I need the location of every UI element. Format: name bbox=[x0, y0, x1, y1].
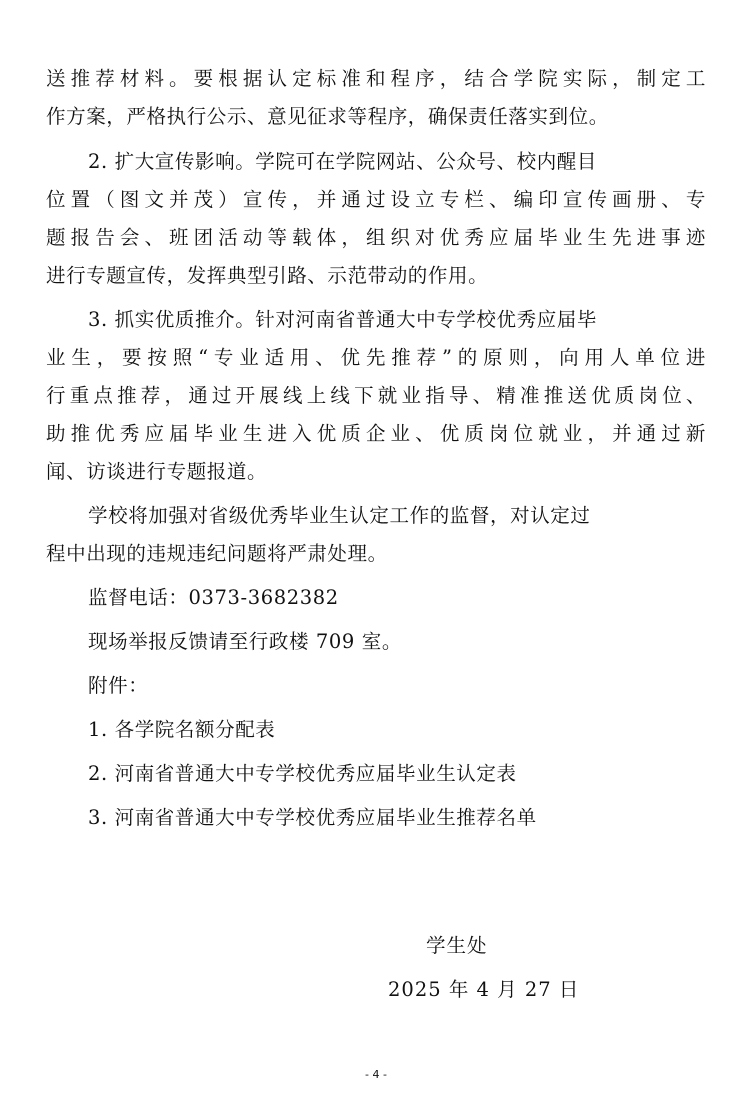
paragraph-1-line-1: 送推荐材料。要根据认定标准和程序，结合学院实际，制定工 bbox=[46, 67, 706, 90]
paragraph-4-line-2: 程中出现的违规违纪问题将严肃处理。 bbox=[46, 542, 388, 565]
paragraph-3-line-1: 3. 抓实优质推介。针对河南省普通大中专学校优秀应届毕 bbox=[88, 308, 598, 331]
paragraph-1-line-2: 作方案，严格执行公示、意见征求等程序，确保责任落实到位。 bbox=[46, 105, 609, 128]
report-location: 现场举报反馈请至行政楼 709 室。 bbox=[88, 630, 402, 653]
paragraph-2-line-4: 进行专题宣传，发挥典型引路、示范带动的作用。 bbox=[46, 264, 489, 287]
supervision-phone: 监督电话：0373-3682382 bbox=[88, 586, 339, 609]
attachment-item-3: 3. 河南省普通大中专学校优秀应届毕业生推荐名单 bbox=[88, 806, 537, 829]
attachments-heading: 附件： bbox=[88, 674, 149, 697]
paragraph-3-line-4: 助推优秀应届毕业生进入优质企业、优质岗位就业，并通过新 bbox=[46, 422, 706, 445]
page-number: - 4 - bbox=[365, 1068, 387, 1081]
attachment-item-1: 1. 各学院名额分配表 bbox=[88, 718, 276, 741]
paragraph-3-line-3: 行重点推荐，通过开展线上线下就业指导、精准推送优质岗位、 bbox=[46, 384, 706, 407]
issuing-office: 学生处 bbox=[426, 934, 488, 957]
paragraph-2-line-3: 题报告会、班团活动等载体，组织对优秀应届毕业生先进事迹 bbox=[46, 226, 706, 249]
paragraph-3-line-2: 业生，要按照“专业适用、优先推荐”的原则，向用人单位进 bbox=[46, 346, 706, 369]
paragraph-3-line-5: 闻、访谈进行专题报道。 bbox=[46, 460, 268, 483]
attachment-item-2: 2. 河南省普通大中专学校优秀应届毕业生认定表 bbox=[88, 762, 517, 785]
paragraph-4-line-1: 学校将加强对省级优秀毕业生认定工作的监督，对认定过 bbox=[88, 504, 591, 527]
paragraph-2-line-1: 2. 扩大宣传影响。学院可在学院网站、公众号、校内醒目 bbox=[88, 150, 598, 173]
paragraph-2-line-2: 位置（图文并茂）宣传，并通过设立专栏、编印宣传画册、专 bbox=[46, 188, 706, 211]
issue-date: 2025 年 4 月 27 日 bbox=[388, 978, 580, 1001]
